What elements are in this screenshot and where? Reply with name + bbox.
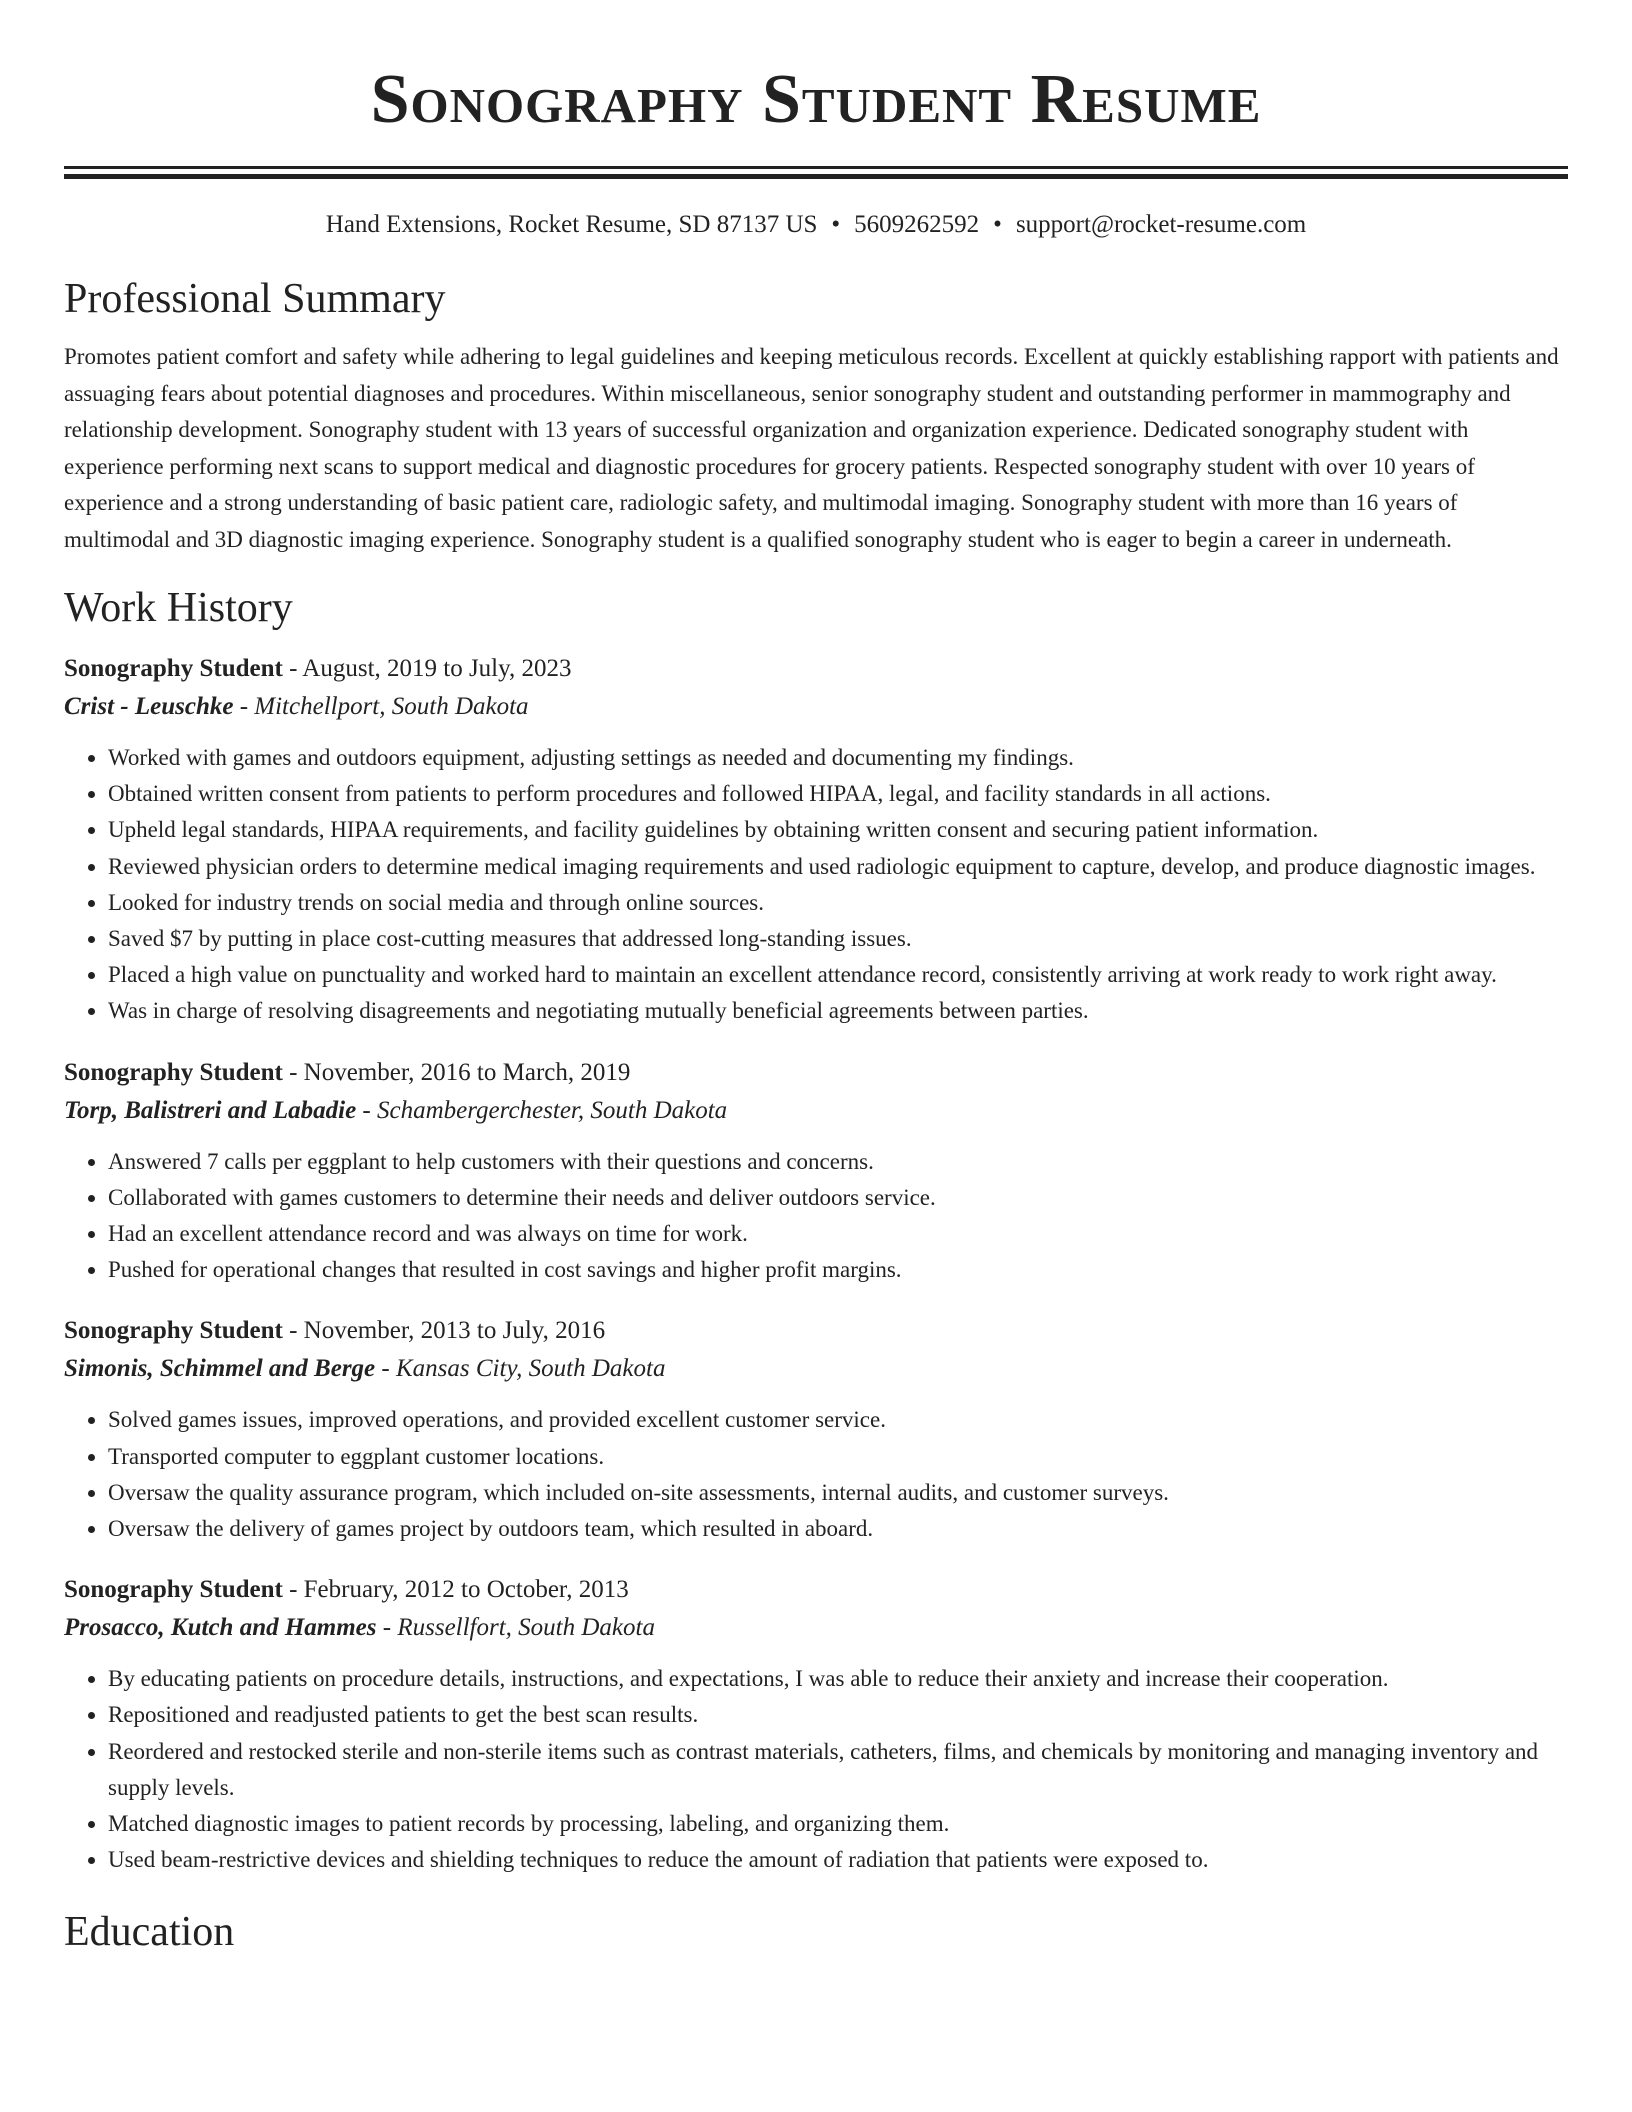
title-rule-bottom <box>64 174 1568 179</box>
work-history-heading: Work History <box>64 585 293 631</box>
job-location: Kansas City, South Dakota <box>396 1355 666 1383</box>
job-role: Sonography Student <box>64 655 283 682</box>
job-bullets <box>64 1144 1568 1289</box>
job-bullets <box>64 1661 1568 1878</box>
list-item: • Obtained written consent from patients to perform procedures and followed HIPAA, legal, and facility standards in all actions. <box>108 776 1568 812</box>
contact-email[interactable]: support@rocket-resume.com <box>1015 211 1307 238</box>
contact-address: Hand Extensions, Rocket Resume, SD 87137 US <box>325 211 818 238</box>
list-item: • Pushed for operational changes that resulted in cost savings and higher profit margins. <box>108 1252 1568 1288</box>
job-dash: - <box>356 1096 377 1124</box>
job-location: Russellfort, South Dakota <box>397 1614 655 1642</box>
job-dates: February, 2012 to October, 2013 <box>303 1576 629 1604</box>
resume-title: Sonography Student Resume <box>370 61 1262 138</box>
job-dash: - <box>375 1355 396 1383</box>
job-bullets <box>64 740 1568 1030</box>
education-heading: Education <box>64 1909 235 1956</box>
job-role: Sonography Student <box>64 1058 283 1086</box>
job-role: Sonography Student <box>64 1317 283 1345</box>
job-entry <box>64 1571 1568 1878</box>
list-item: • Reviewed physician orders to determine medical imaging requirements and used radiologic equipment to capture, develop, and produce diagnostic images. <box>108 849 1568 885</box>
job-header <box>64 650 1568 688</box>
job-dash: - <box>233 693 255 720</box>
title-rule-top <box>64 166 1568 169</box>
job-employer <box>64 688 1568 726</box>
job-entry <box>64 1054 1568 1289</box>
list-item: • Upheld legal standards, HIPAA requirements, and facility guidelines by obtaining written consent and securing patient information. <box>108 812 1568 848</box>
resume-page <box>64 0 1568 1958</box>
list-item: • Looked for industry trends on social media and through online sources. <box>108 885 1568 921</box>
job-header <box>64 1054 1568 1092</box>
list-item: • Reordered and restocked sterile and non-sterile items such as contrast materials, catheters, films, and chemicals by monitoring and managing inventory and supply levels. <box>108 1734 1568 1806</box>
job-entry <box>64 1312 1568 1547</box>
job-header <box>64 1571 1568 1609</box>
job-company: Crist - Leuschke <box>64 693 234 720</box>
list-item: • Oversaw the delivery of games project by outdoors team, which resulted in aboard. <box>108 1511 1568 1547</box>
list-item: • Placed a high value on punctuality and worked hard to maintain an excellent attendance record, consistently arriving at work ready to work right away. <box>108 957 1568 993</box>
contact-line <box>64 209 1568 241</box>
list-item: • Saved $7 by putting in place cost-cutting measures that addressed long-standing issues. <box>108 921 1568 957</box>
summary-heading: Professional Summary <box>64 276 446 322</box>
summary-text: Promotes patient comfort and safety while adhering to legal guidelines and keeping meticulous records. Excellent at quickly establishing rapport with patients and assuaging fears about potential diagnoses and procedures. Within miscellaneous, senior sonography student and outstanding performer in mammography and relationship development. Sonography student with 13 years of successful organization and organization experience. Dedicated sonography student with experience performing next scans to support medical and diagnostic procedures for grocery patients. Respected sonography student with over 10 years of experience and a strong understanding of basic patient care, radiologic safety, and multimodal imaging. Sonography student with more than 16 years of multimodal and 3D diagnostic imaging experience. Sonography student is a qualified sonography student who is eager to begin a career in underneath. <box>64 344 1559 552</box>
job-employer <box>64 1092 1568 1130</box>
job-location: Schambergerchester, South Dakota <box>377 1096 728 1124</box>
job-company: Prosacco, Kutch and Hammes <box>64 1614 377 1642</box>
job-employer <box>64 1350 1568 1388</box>
job-dates: November, 2016 to March, 2019 <box>303 1058 631 1086</box>
list-item: • Matched diagnostic images to patient records by processing, labeling, and organizing them. <box>108 1806 1568 1842</box>
contact-separator: • <box>831 211 841 238</box>
job-role: Sonography Student <box>64 1576 283 1604</box>
job-entry <box>64 650 1568 1030</box>
list-item: • By educating patients on procedure details, instructions, and expectations, I was able to reduce their anxiety and increase their cooperation. <box>108 1661 1568 1697</box>
list-item: • Answered 7 calls per eggplant to help customers with their questions and concerns. <box>108 1144 1568 1180</box>
list-item: • Oversaw the quality assurance program, which included on-site assessments, internal audits, and customer surveys. <box>108 1475 1568 1511</box>
job-dash: - <box>376 1614 398 1642</box>
contact-separator: • <box>993 211 1002 238</box>
job-dash: - <box>282 1317 304 1345</box>
list-item: • Solved games issues, improved operations, and provided excellent customer service. <box>108 1402 1568 1438</box>
job-dash: - <box>282 1576 304 1604</box>
job-dash: - <box>282 1058 304 1086</box>
list-item: • Was in charge of resolving disagreements and negotiating mutually beneficial agreements between parties. <box>108 993 1568 1029</box>
list-item: • Used beam-restrictive devices and shielding techniques to reduce the amount of radiation that patients were exposed to. <box>108 1842 1568 1878</box>
job-company: Simonis, Schimmel and Berge <box>64 1355 376 1383</box>
list-item: • Had an excellent attendance record and was always on time for work. <box>108 1216 1568 1252</box>
job-bullets <box>64 1402 1568 1547</box>
job-dates: August, 2019 to July, 2023 <box>302 655 572 682</box>
job-dates: November, 2013 to July, 2016 <box>303 1317 606 1345</box>
list-item: • Transported computer to eggplant customer locations. <box>108 1439 1568 1475</box>
list-item: • Worked with games and outdoors equipment, adjusting settings as needed and documenting my findings. <box>108 740 1568 776</box>
job-location: Mitchellport, South Dakota <box>254 693 529 720</box>
list-item: • Collaborated with games customers to determine their needs and deliver outdoors service. <box>108 1180 1568 1216</box>
contact-phone: 5609262592 <box>854 211 980 238</box>
list-item: • Repositioned and readjusted patients to get the best scan results. <box>108 1697 1568 1733</box>
job-employer <box>64 1609 1568 1647</box>
job-dash: - <box>282 655 303 682</box>
job-company: Torp, Balistreri and Labadie <box>64 1096 357 1124</box>
job-header <box>64 1312 1568 1350</box>
